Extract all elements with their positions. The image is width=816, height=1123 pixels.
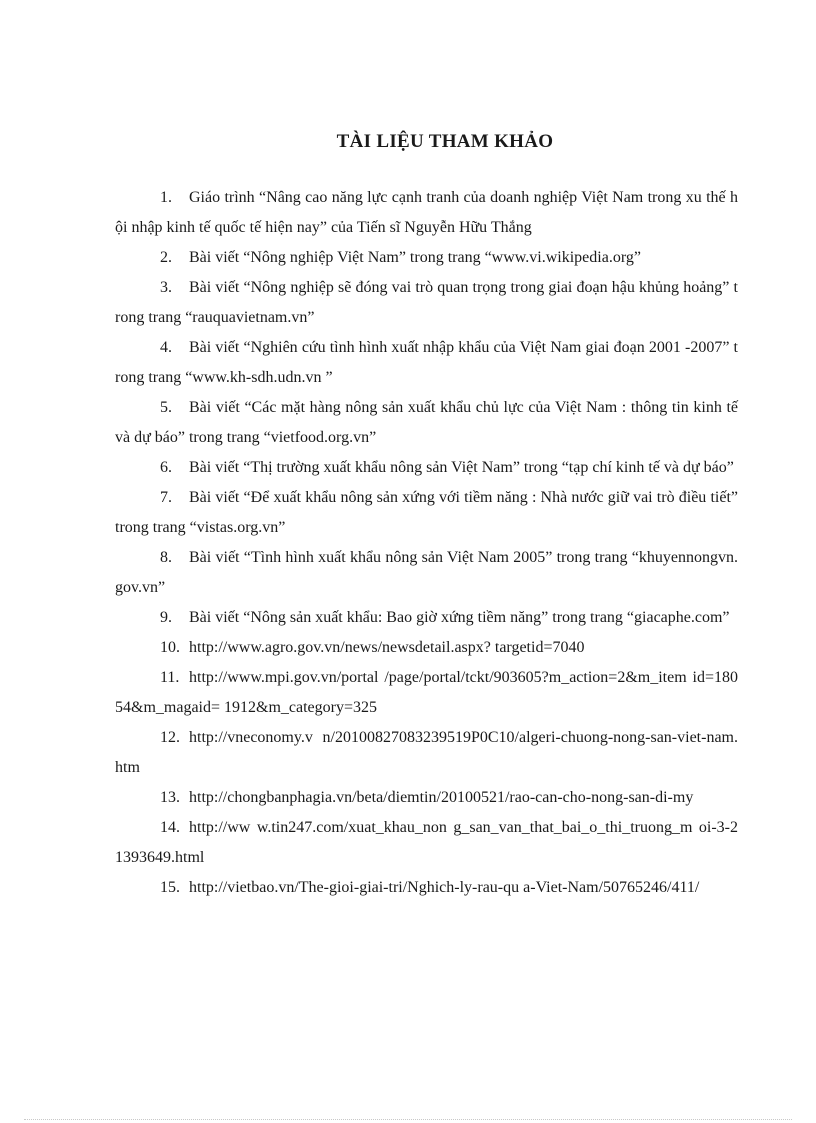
reference-item <box>115 183 738 243</box>
reference-number: 5. <box>160 399 172 416</box>
reference-item <box>115 783 738 813</box>
reference-number: 2. <box>160 249 172 266</box>
reference-link: http://vneconomy.v n/20100827083239519P0C10/algeri-chuong-nong-san-viet-nam.htm <box>115 729 738 776</box>
reference-number: 10. <box>160 639 180 656</box>
reference-number: 3. <box>160 279 172 296</box>
reference-item <box>115 453 738 483</box>
page-bottom-divider <box>24 1119 792 1120</box>
reference-number: 12. <box>160 729 180 746</box>
reference-text: Bài viết “Để xuất khẩu nông sản xứng với tiềm năng : Nhà nước giữ vai trò điều tiết” trong trang “vistas.org.vn” <box>115 489 738 536</box>
reference-item <box>115 663 738 723</box>
reference-number: 4. <box>160 339 172 356</box>
reference-text: Giáo trình “Nâng cao năng lực cạnh tranh của doanh nghiệp Việt Nam trong xu thế hội nhập kinh tế quốc tế hiện nay” của Tiến sĩ Nguyễn Hữu Thắng <box>115 189 738 236</box>
reference-item <box>115 543 738 603</box>
reference-link: http://ww w.tin247.com/xuat_khau_non g_san_van_that_bai_o_thi_truong_m oi-3-21393649.html <box>115 819 738 866</box>
reference-number: 15. <box>160 879 180 896</box>
reference-number: 14. <box>160 819 180 836</box>
reference-number: 13. <box>160 789 180 806</box>
reference-link: http://www.agro.gov.vn/news/newsdetail.aspx? targetid=7040 <box>189 639 585 656</box>
reference-link: http://vietbao.vn/The-gioi-giai-tri/Nghich-ly-rau-qu a-Viet-Nam/50765246/411/ <box>189 879 700 896</box>
reference-text: Bài viết “Nông sản xuất khẩu: Bao giờ xứng tiềm năng” trong trang “giacaphe.com” <box>189 609 730 626</box>
reference-number: 6. <box>160 459 172 476</box>
page-title: TÀI LIỆU THAM KHẢO <box>336 131 554 152</box>
reference-text: Bài viết “Nông nghiệp sẽ đóng vai trò quan trọng trong giai đoạn hậu khủng hoảng” trong trang “rauquavietnam.vn” <box>115 279 738 326</box>
reference-text: Bài viết “Tình hình xuất khẩu nông sản Việt Nam 2005” trong trang “khuyennongvn.gov.vn” <box>115 549 738 596</box>
reference-text: Bài viết “Thị trường xuất khẩu nông sản Việt Nam” trong “tạp chí kinh tế và dự báo” <box>189 459 734 476</box>
reference-number: 7. <box>160 489 172 506</box>
reference-link: http://www.mpi.gov.vn/portal /page/portal/tckt/903605?m_action=2&m_item id=18054&m_magaid= 1912&m_category=325 <box>115 669 738 716</box>
reference-link: http://chongbanphagia.vn/beta/diemtin/20100521/rao-can-cho-nong-san-di-my <box>189 789 694 806</box>
reference-item <box>115 873 738 903</box>
reference-item <box>115 273 738 333</box>
reference-text: Bài viết “Nghiên cứu tình hình xuất nhập khẩu của Việt Nam giai đoạn 2001 -2007” trong trang “www.kh-sdh.udn.vn ” <box>115 339 738 386</box>
reference-number: 11. <box>160 669 180 686</box>
reference-number: 9. <box>160 609 172 626</box>
reference-list <box>115 183 738 903</box>
reference-item <box>115 603 738 633</box>
reference-item <box>115 243 738 273</box>
reference-item <box>115 633 738 663</box>
reference-item <box>115 333 738 393</box>
reference-number: 1. <box>160 189 172 206</box>
reference-text: Bài viết “Nông nghiệp Việt Nam” trong trang “www.vi.wikipedia.org” <box>189 249 641 266</box>
reference-number: 8. <box>160 549 172 566</box>
reference-item <box>115 393 738 453</box>
reference-item <box>115 483 738 543</box>
reference-item <box>115 813 738 873</box>
reference-item <box>115 723 738 783</box>
reference-text: Bài viết “Các mặt hàng nông sản xuất khẩu chủ lực của Việt Nam : thông tin kinh tế và dự báo” trong trang “vietfood.org.vn” <box>115 399 738 446</box>
